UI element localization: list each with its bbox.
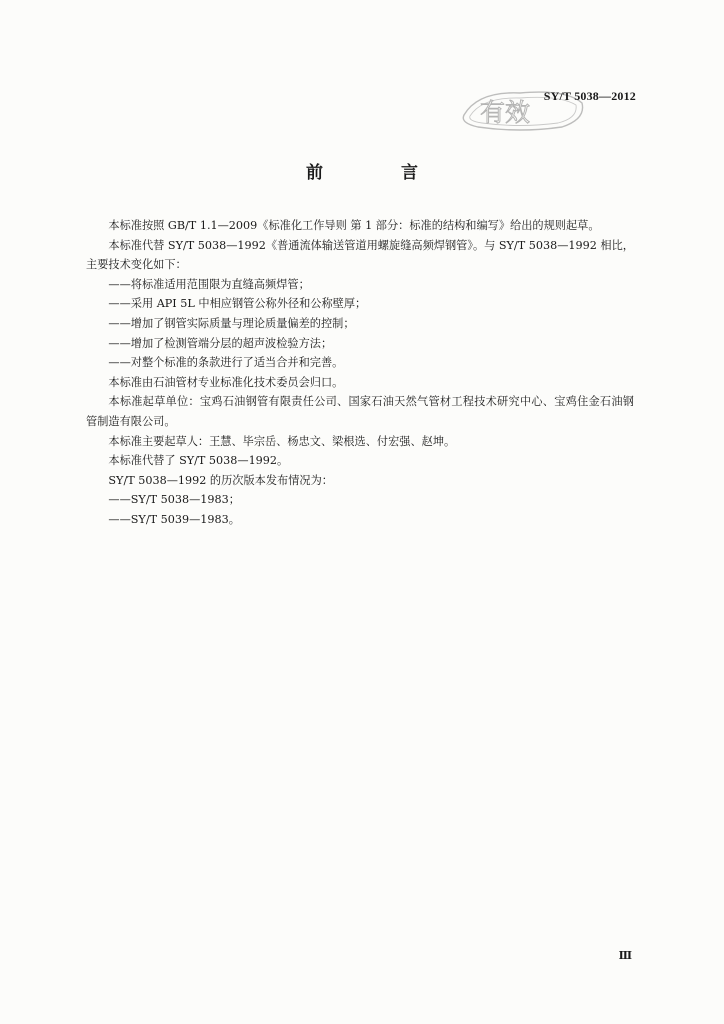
list-item: ——SY/T 5038—1983；: [108, 493, 240, 507]
paragraph: 本标准按照 GB/T 1.1—2009《标准化工作导则 第 1 部分：标准的结构和编写》给出的规则起草。: [108, 219, 600, 232]
standard-code: SY/T 5038—2012: [543, 89, 636, 103]
list-item: ——SY/T 5039—1983。: [108, 512, 240, 526]
paragraph: 本标准起草单位：宝鸡石油钢管有限责任公司、国家石油天然气管材工程技术研究中心、宝鸡住金石油钢管制造有限公司。: [86, 395, 634, 428]
paragraph: 本标准主要起草人：王慧、毕宗岳、杨忠文、梁根选、付宏强、赵坤。: [108, 434, 456, 448]
paragraph: 本标准代替了 SY/T 5038—1992。: [108, 454, 289, 468]
list-item: ——将标准适用范围限为直缝高频焊管；: [108, 277, 310, 291]
foreword-body: [86, 216, 634, 530]
paragraph: 本标准代替 SY/T 5038—1992《普通流体输送管道用螺旋缝高频焊钢管》。与 SY/T 5038—1992 相比，主要技术变化如下：: [86, 238, 634, 272]
page-number: Ⅲ: [618, 950, 632, 962]
list-item: ——增加了检测管端分层的超声波检验方法；: [108, 336, 333, 350]
paragraph: 本标准由石油管材专业标准化技术委员会归口。: [108, 375, 344, 389]
list-item: ——对整个标准的条款进行了适当合并和完善。: [108, 356, 344, 370]
svg-text:有效: 有效: [480, 98, 531, 127]
list-item: ——采用 API 5L 中相应钢管公称外径和公称壁厚；: [108, 297, 367, 311]
list-item: ——增加了钢管实际质量与理论质量偏差的控制；: [108, 316, 355, 330]
section-title: 前 言: [306, 163, 454, 183]
paragraph: SY/T 5038—1992 的历次版本发布情况为：: [108, 473, 333, 487]
